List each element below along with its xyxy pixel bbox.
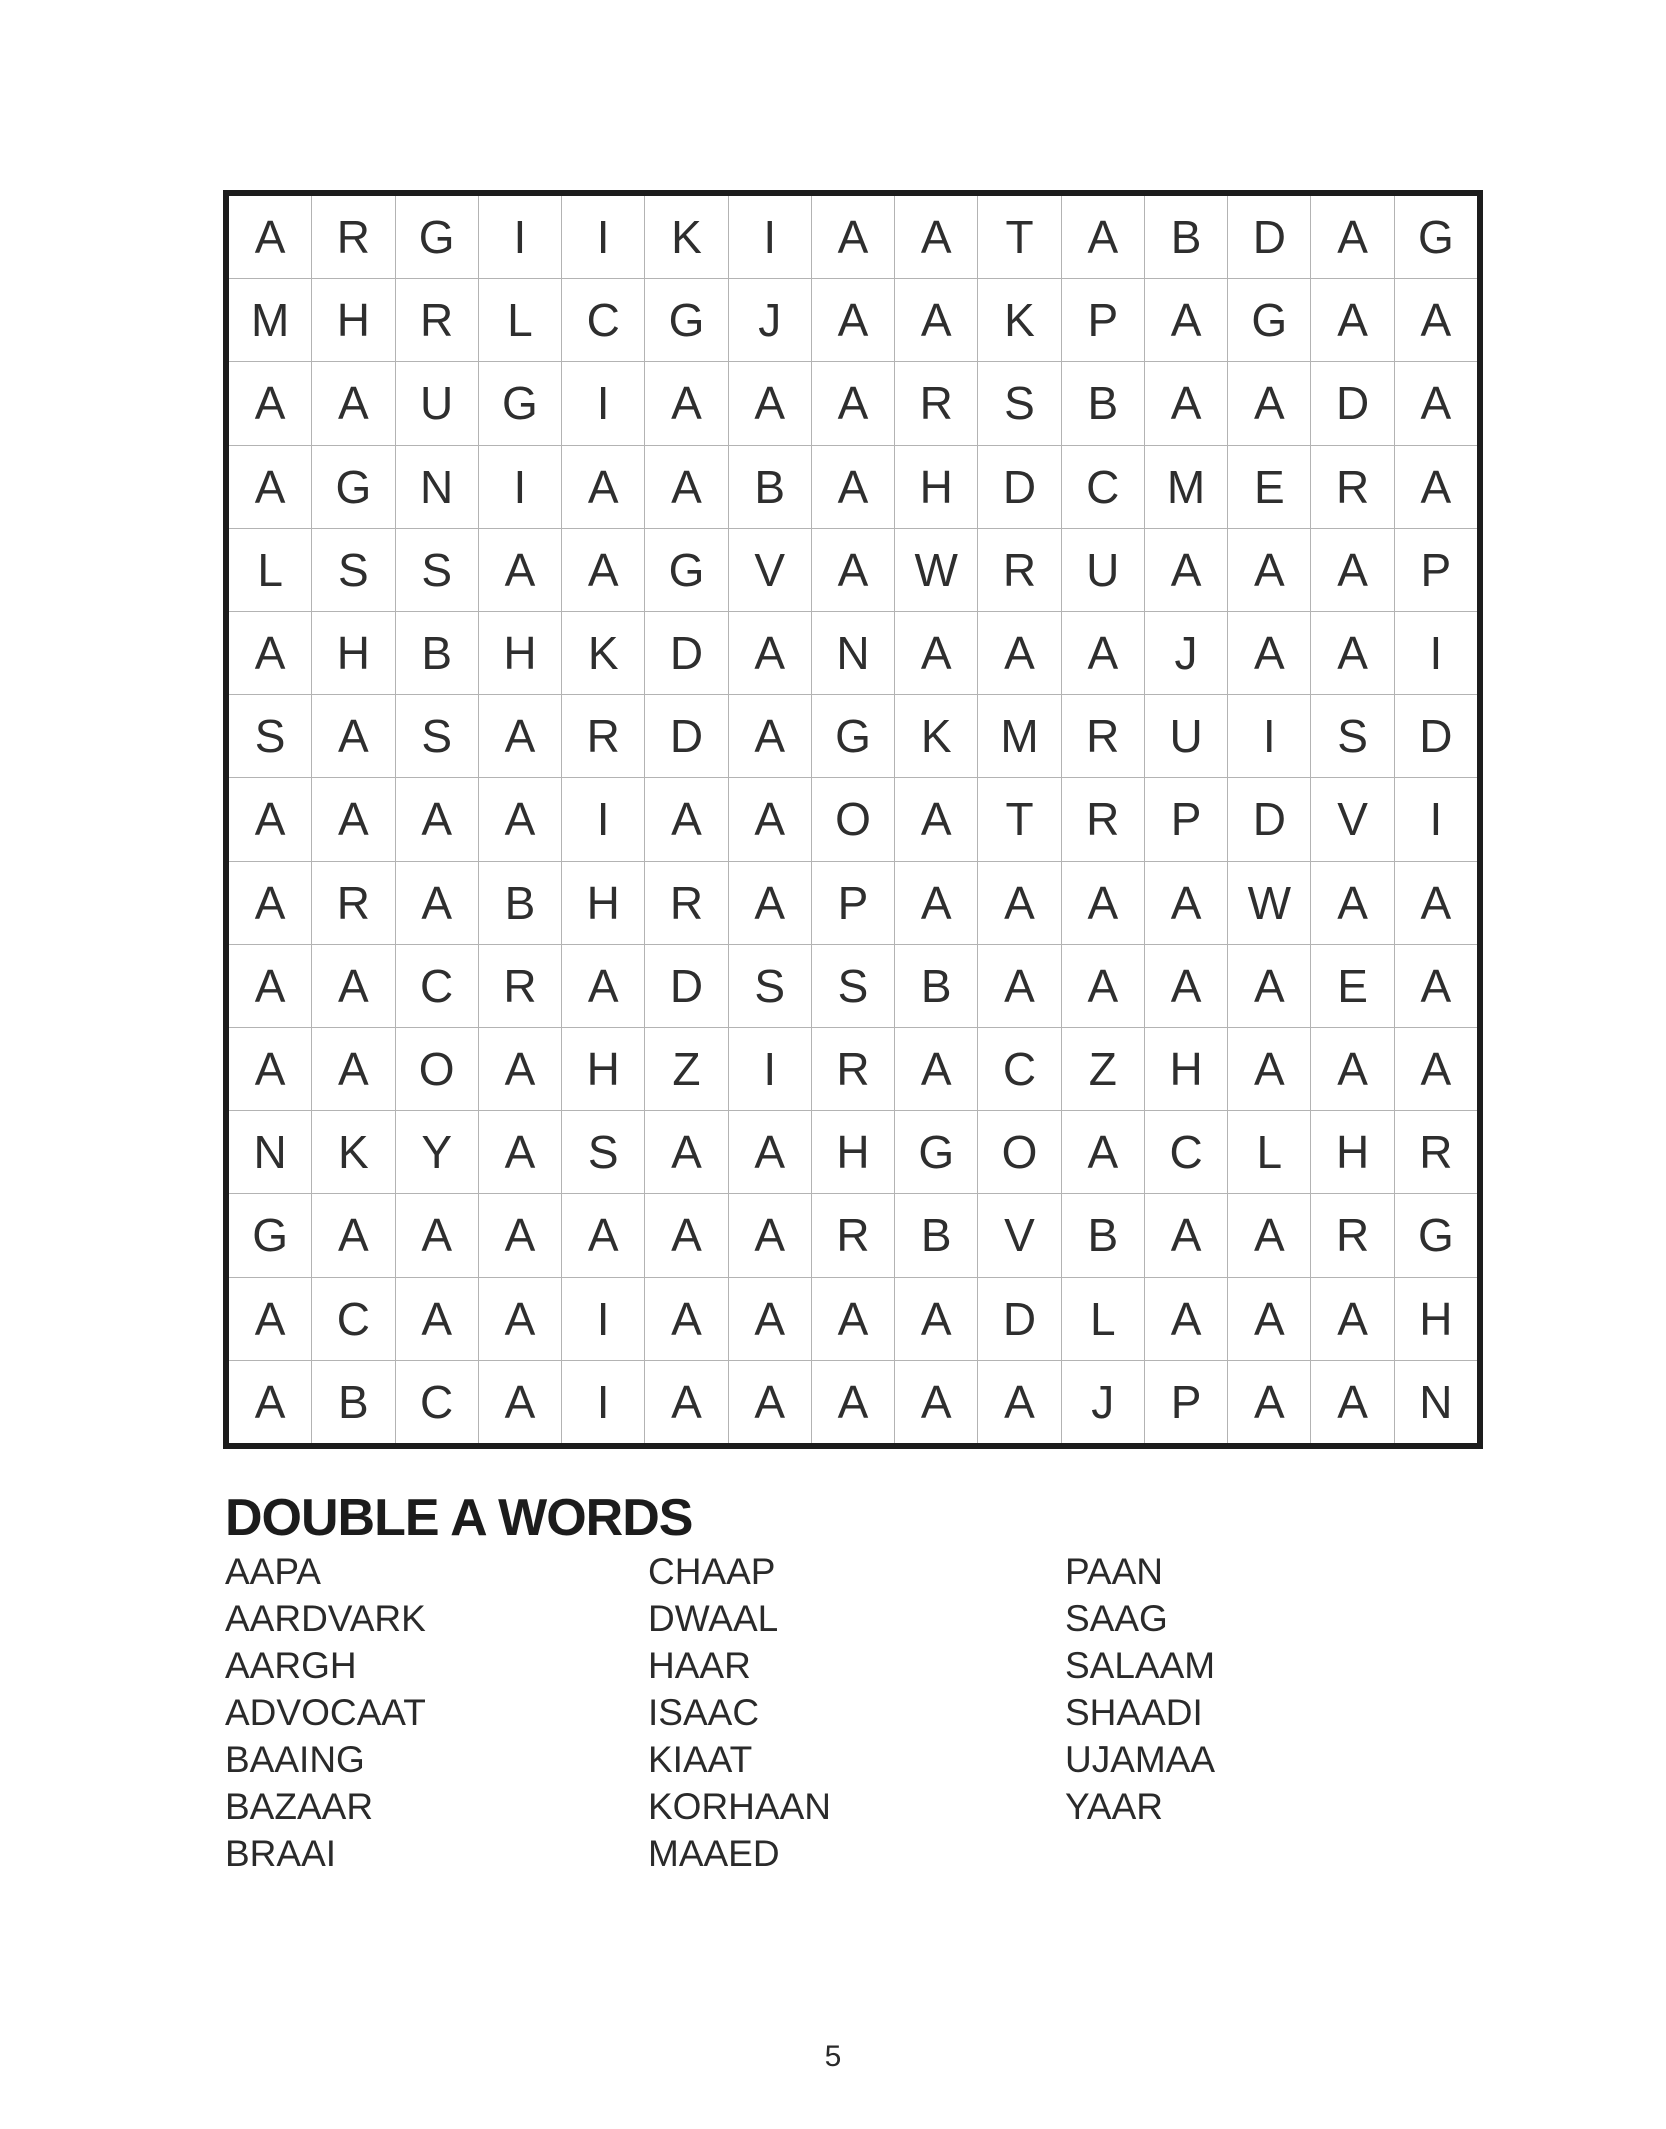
grid-cell-r13-c12: A xyxy=(1145,1194,1227,1276)
grid-cell-r3-c11: B xyxy=(1062,362,1144,444)
grid-cell-r1-c9: A xyxy=(895,196,977,278)
grid-cell-r14-c5: I xyxy=(562,1278,644,1360)
grid-cell-r6-c9: A xyxy=(895,612,977,694)
grid-cell-r5-c14: A xyxy=(1311,529,1393,611)
grid-cell-r7-c5: R xyxy=(562,695,644,777)
grid-cell-r15-c5: I xyxy=(562,1361,644,1443)
grid-cell-r14-c2: C xyxy=(312,1278,394,1360)
grid-cell-r5-c3: S xyxy=(396,529,478,611)
grid-cell-r3-c10: S xyxy=(978,362,1060,444)
grid-cell-r10-c11: A xyxy=(1062,945,1144,1027)
grid-cell-r6-c4: H xyxy=(479,612,561,694)
grid-cell-r4-c6: A xyxy=(645,446,727,528)
grid-cell-r11-c12: H xyxy=(1145,1028,1227,1110)
grid-cell-r15-c13: A xyxy=(1228,1361,1310,1443)
grid-cell-r12-c1: N xyxy=(229,1111,311,1193)
grid-cell-r6-c2: H xyxy=(312,612,394,694)
grid-cell-r3-c8: A xyxy=(812,362,894,444)
grid-cell-r5-c6: G xyxy=(645,529,727,611)
grid-cell-r15-c1: A xyxy=(229,1361,311,1443)
grid-cell-r13-c5: A xyxy=(562,1194,644,1276)
grid-cell-r9-c1: A xyxy=(229,862,311,944)
word-search-grid xyxy=(229,196,1477,1443)
grid-cell-r12-c3: Y xyxy=(396,1111,478,1193)
grid-cell-r2-c12: A xyxy=(1145,279,1227,361)
grid-cell-r7-c4: A xyxy=(479,695,561,777)
word-item: MAAED xyxy=(648,1833,780,1874)
grid-cell-r11-c3: O xyxy=(396,1028,478,1110)
grid-cell-r13-c6: A xyxy=(645,1194,727,1276)
grid-cell-r5-c5: A xyxy=(562,529,644,611)
grid-cell-r10-c13: A xyxy=(1228,945,1310,1027)
grid-cell-r9-c8: P xyxy=(812,862,894,944)
grid-cell-r6-c15: I xyxy=(1395,612,1477,694)
grid-cell-r2-c4: L xyxy=(479,279,561,361)
grid-cell-r7-c15: D xyxy=(1395,695,1477,777)
grid-cell-r13-c1: G xyxy=(229,1194,311,1276)
grid-cell-r10-c2: A xyxy=(312,945,394,1027)
grid-cell-r4-c10: D xyxy=(978,446,1060,528)
grid-cell-r3-c3: U xyxy=(396,362,478,444)
grid-cell-r6-c7: A xyxy=(729,612,811,694)
grid-cell-r14-c13: A xyxy=(1228,1278,1310,1360)
grid-cell-r11-c2: A xyxy=(312,1028,394,1110)
grid-cell-r12-c11: A xyxy=(1062,1111,1144,1193)
grid-cell-r11-c10: C xyxy=(978,1028,1060,1110)
word-item: SHAADI xyxy=(1065,1692,1203,1733)
word-item: BAZAAR xyxy=(225,1786,374,1827)
grid-cell-r5-c4: A xyxy=(479,529,561,611)
grid-cell-r11-c4: A xyxy=(479,1028,561,1110)
grid-cell-r14-c1: A xyxy=(229,1278,311,1360)
grid-cell-r9-c10: A xyxy=(978,862,1060,944)
grid-cell-r12-c14: H xyxy=(1311,1111,1393,1193)
grid-cell-r9-c3: A xyxy=(396,862,478,944)
grid-cell-r7-c12: U xyxy=(1145,695,1227,777)
grid-cell-r13-c2: A xyxy=(312,1194,394,1276)
grid-cell-r15-c3: C xyxy=(396,1361,478,1443)
grid-cell-r1-c5: I xyxy=(562,196,644,278)
word-item: ISAAC xyxy=(648,1692,760,1733)
grid-cell-r5-c9: W xyxy=(895,529,977,611)
grid-cell-r6-c6: D xyxy=(645,612,727,694)
grid-cell-r1-c1: A xyxy=(229,196,311,278)
word-item: BRAAI xyxy=(225,1833,337,1874)
grid-cell-r14-c8: A xyxy=(812,1278,894,1360)
grid-cell-r9-c6: R xyxy=(645,862,727,944)
grid-cell-r15-c7: A xyxy=(729,1361,811,1443)
grid-cell-r15-c9: A xyxy=(895,1361,977,1443)
word-item: KORHAAN xyxy=(648,1786,831,1827)
grid-cell-r5-c13: A xyxy=(1228,529,1310,611)
grid-cell-r13-c9: B xyxy=(895,1194,977,1276)
grid-cell-r3-c1: A xyxy=(229,362,311,444)
grid-cell-r14-c3: A xyxy=(396,1278,478,1360)
grid-cell-r8-c3: A xyxy=(396,778,478,860)
grid-cell-r6-c1: A xyxy=(229,612,311,694)
grid-cell-r5-c1: L xyxy=(229,529,311,611)
grid-cell-r2-c6: G xyxy=(645,279,727,361)
grid-cell-r15-c11: J xyxy=(1062,1361,1144,1443)
word-item: DWAAL xyxy=(648,1598,779,1639)
grid-cell-r6-c5: K xyxy=(562,612,644,694)
grid-cell-r15-c14: A xyxy=(1311,1361,1393,1443)
grid-cell-r9-c15: A xyxy=(1395,862,1477,944)
grid-cell-r1-c11: A xyxy=(1062,196,1144,278)
grid-cell-r12-c13: L xyxy=(1228,1111,1310,1193)
grid-cell-r7-c13: I xyxy=(1228,695,1310,777)
grid-cell-r9-c5: H xyxy=(562,862,644,944)
grid-cell-r10-c1: A xyxy=(229,945,311,1027)
grid-cell-r14-c11: L xyxy=(1062,1278,1144,1360)
word-item: HAAR xyxy=(648,1645,751,1686)
word-list-column-3 xyxy=(1065,1548,1215,1830)
grid-cell-r2-c7: J xyxy=(729,279,811,361)
grid-cell-r11-c13: A xyxy=(1228,1028,1310,1110)
grid-cell-r3-c2: A xyxy=(312,362,394,444)
grid-cell-r3-c9: R xyxy=(895,362,977,444)
grid-cell-r13-c3: A xyxy=(396,1194,478,1276)
grid-cell-r10-c14: E xyxy=(1311,945,1393,1027)
grid-cell-r8-c9: A xyxy=(895,778,977,860)
grid-cell-r15-c4: A xyxy=(479,1361,561,1443)
grid-cell-r5-c15: P xyxy=(1395,529,1477,611)
grid-cell-r10-c10: A xyxy=(978,945,1060,1027)
grid-cell-r15-c6: A xyxy=(645,1361,727,1443)
grid-cell-r8-c2: A xyxy=(312,778,394,860)
grid-cell-r8-c10: T xyxy=(978,778,1060,860)
grid-cell-r3-c7: A xyxy=(729,362,811,444)
grid-cell-r12-c9: G xyxy=(895,1111,977,1193)
grid-cell-r15-c15: N xyxy=(1395,1361,1477,1443)
grid-cell-r4-c15: A xyxy=(1395,446,1477,528)
grid-cell-r8-c8: O xyxy=(812,778,894,860)
grid-cell-r9-c13: W xyxy=(1228,862,1310,944)
grid-cell-r12-c8: H xyxy=(812,1111,894,1193)
grid-cell-r12-c6: A xyxy=(645,1111,727,1193)
grid-cell-r9-c12: A xyxy=(1145,862,1227,944)
grid-cell-r5-c2: S xyxy=(312,529,394,611)
grid-cell-r2-c1: M xyxy=(229,279,311,361)
grid-cell-r8-c13: D xyxy=(1228,778,1310,860)
grid-cell-r14-c4: A xyxy=(479,1278,561,1360)
grid-cell-r3-c13: A xyxy=(1228,362,1310,444)
grid-cell-r1-c14: A xyxy=(1311,196,1393,278)
grid-cell-r11-c7: I xyxy=(729,1028,811,1110)
grid-cell-r7-c1: S xyxy=(229,695,311,777)
word-item: PAAN xyxy=(1065,1551,1164,1592)
grid-cell-r7-c8: G xyxy=(812,695,894,777)
grid-cell-r3-c14: D xyxy=(1311,362,1393,444)
grid-cell-r6-c13: A xyxy=(1228,612,1310,694)
grid-cell-r7-c7: A xyxy=(729,695,811,777)
grid-cell-r15-c10: A xyxy=(978,1361,1060,1443)
grid-cell-r12-c7: A xyxy=(729,1111,811,1193)
grid-cell-r4-c14: R xyxy=(1311,446,1393,528)
grid-cell-r13-c4: A xyxy=(479,1194,561,1276)
grid-cell-r1-c12: B xyxy=(1145,196,1227,278)
grid-cell-r13-c14: R xyxy=(1311,1194,1393,1276)
grid-cell-r4-c7: B xyxy=(729,446,811,528)
grid-cell-r8-c7: A xyxy=(729,778,811,860)
puzzle-title: DOUBLE A WORDS xyxy=(225,1489,693,1547)
grid-cell-r3-c5: I xyxy=(562,362,644,444)
grid-cell-r8-c14: V xyxy=(1311,778,1393,860)
grid-cell-r8-c1: A xyxy=(229,778,311,860)
grid-cell-r15-c12: P xyxy=(1145,1361,1227,1443)
word-item: SAAG xyxy=(1065,1598,1168,1639)
grid-cell-r13-c8: R xyxy=(812,1194,894,1276)
grid-cell-r5-c10: R xyxy=(978,529,1060,611)
grid-cell-r12-c12: C xyxy=(1145,1111,1227,1193)
grid-cell-r7-c9: K xyxy=(895,695,977,777)
grid-cell-r1-c4: I xyxy=(479,196,561,278)
grid-cell-r9-c14: A xyxy=(1311,862,1393,944)
grid-cell-r14-c12: A xyxy=(1145,1278,1227,1360)
grid-cell-r8-c15: I xyxy=(1395,778,1477,860)
grid-cell-r10-c3: C xyxy=(396,945,478,1027)
grid-cell-r11-c14: A xyxy=(1311,1028,1393,1110)
grid-cell-r6-c12: J xyxy=(1145,612,1227,694)
grid-cell-r1-c7: I xyxy=(729,196,811,278)
grid-cell-r14-c9: A xyxy=(895,1278,977,1360)
grid-cell-r8-c12: P xyxy=(1145,778,1227,860)
grid-cell-r7-c11: R xyxy=(1062,695,1144,777)
grid-cell-r7-c3: S xyxy=(396,695,478,777)
grid-cell-r2-c5: C xyxy=(562,279,644,361)
grid-cell-r13-c10: V xyxy=(978,1194,1060,1276)
grid-cell-r12-c4: A xyxy=(479,1111,561,1193)
word-item: BAAING xyxy=(225,1739,365,1780)
grid-cell-r10-c15: A xyxy=(1395,945,1477,1027)
grid-cell-r15-c8: A xyxy=(812,1361,894,1443)
grid-cell-r10-c9: B xyxy=(895,945,977,1027)
grid-cell-r10-c6: D xyxy=(645,945,727,1027)
grid-cell-r1-c2: R xyxy=(312,196,394,278)
grid-cell-r12-c2: K xyxy=(312,1111,394,1193)
grid-cell-r11-c5: H xyxy=(562,1028,644,1110)
grid-cell-r11-c15: A xyxy=(1395,1028,1477,1110)
grid-cell-r8-c5: I xyxy=(562,778,644,860)
grid-cell-r4-c4: I xyxy=(479,446,561,528)
word-list-column-1 xyxy=(225,1548,426,1877)
grid-cell-r5-c8: A xyxy=(812,529,894,611)
grid-cell-r2-c13: G xyxy=(1228,279,1310,361)
grid-cell-r3-c12: A xyxy=(1145,362,1227,444)
grid-cell-r5-c11: U xyxy=(1062,529,1144,611)
grid-cell-r2-c3: R xyxy=(396,279,478,361)
word-list-column-2 xyxy=(648,1548,831,1877)
grid-cell-r11-c8: R xyxy=(812,1028,894,1110)
grid-cell-r5-c7: V xyxy=(729,529,811,611)
grid-cell-r9-c11: A xyxy=(1062,862,1144,944)
grid-cell-r4-c11: C xyxy=(1062,446,1144,528)
grid-cell-r10-c7: S xyxy=(729,945,811,1027)
grid-cell-r14-c15: H xyxy=(1395,1278,1477,1360)
grid-cell-r3-c6: A xyxy=(645,362,727,444)
grid-cell-r1-c15: G xyxy=(1395,196,1477,278)
grid-cell-r7-c14: S xyxy=(1311,695,1393,777)
grid-cell-r4-c8: A xyxy=(812,446,894,528)
grid-cell-r2-c8: A xyxy=(812,279,894,361)
grid-cell-r10-c8: S xyxy=(812,945,894,1027)
word-item: AARDVARK xyxy=(225,1598,426,1639)
grid-cell-r13-c11: B xyxy=(1062,1194,1144,1276)
word-search-grid-frame xyxy=(223,190,1483,1449)
grid-cell-r14-c14: A xyxy=(1311,1278,1393,1360)
grid-cell-r4-c12: M xyxy=(1145,446,1227,528)
grid-cell-r12-c10: O xyxy=(978,1111,1060,1193)
grid-cell-r4-c2: G xyxy=(312,446,394,528)
grid-cell-r9-c2: R xyxy=(312,862,394,944)
grid-cell-r8-c11: R xyxy=(1062,778,1144,860)
grid-cell-r7-c6: D xyxy=(645,695,727,777)
grid-cell-r1-c3: G xyxy=(396,196,478,278)
grid-cell-r1-c8: A xyxy=(812,196,894,278)
word-item: SALAAM xyxy=(1065,1645,1216,1686)
page-number: 5 xyxy=(824,2040,842,2073)
grid-cell-r6-c14: A xyxy=(1311,612,1393,694)
grid-cell-r13-c13: A xyxy=(1228,1194,1310,1276)
grid-cell-r14-c6: A xyxy=(645,1278,727,1360)
grid-cell-r10-c4: R xyxy=(479,945,561,1027)
grid-cell-r2-c2: H xyxy=(312,279,394,361)
grid-cell-r12-c15: R xyxy=(1395,1111,1477,1193)
grid-cell-r8-c6: A xyxy=(645,778,727,860)
grid-cell-r10-c5: A xyxy=(562,945,644,1027)
grid-cell-r7-c10: M xyxy=(978,695,1060,777)
grid-cell-r1-c10: T xyxy=(978,196,1060,278)
grid-cell-r9-c9: A xyxy=(895,862,977,944)
grid-cell-r10-c12: A xyxy=(1145,945,1227,1027)
grid-cell-r2-c10: K xyxy=(978,279,1060,361)
grid-cell-r11-c9: A xyxy=(895,1028,977,1110)
word-item: UJAMAA xyxy=(1065,1739,1216,1780)
word-item: ADVOCAAT xyxy=(225,1692,426,1733)
grid-cell-r15-c2: B xyxy=(312,1361,394,1443)
grid-cell-r6-c11: A xyxy=(1062,612,1144,694)
word-item: KIAAT xyxy=(648,1739,753,1780)
word-item: AAPA xyxy=(225,1551,321,1592)
grid-cell-r12-c5: S xyxy=(562,1111,644,1193)
grid-cell-r4-c1: A xyxy=(229,446,311,528)
grid-cell-r11-c11: Z xyxy=(1062,1028,1144,1110)
grid-cell-r11-c6: Z xyxy=(645,1028,727,1110)
grid-cell-r3-c15: A xyxy=(1395,362,1477,444)
grid-cell-r2-c15: A xyxy=(1395,279,1477,361)
grid-cell-r6-c8: N xyxy=(812,612,894,694)
grid-cell-r8-c4: A xyxy=(479,778,561,860)
grid-cell-r1-c6: K xyxy=(645,196,727,278)
grid-cell-r2-c14: A xyxy=(1311,279,1393,361)
grid-cell-r4-c13: E xyxy=(1228,446,1310,528)
grid-cell-r13-c15: G xyxy=(1395,1194,1477,1276)
grid-cell-r1-c13: D xyxy=(1228,196,1310,278)
grid-cell-r3-c4: G xyxy=(479,362,561,444)
grid-cell-r2-c9: A xyxy=(895,279,977,361)
grid-cell-r14-c10: D xyxy=(978,1278,1060,1360)
grid-cell-r4-c5: A xyxy=(562,446,644,528)
grid-cell-r6-c3: B xyxy=(396,612,478,694)
grid-cell-r6-c10: A xyxy=(978,612,1060,694)
word-item: CHAAP xyxy=(648,1551,776,1592)
word-item: YAAR xyxy=(1065,1786,1164,1827)
grid-cell-r4-c9: H xyxy=(895,446,977,528)
grid-cell-r5-c12: A xyxy=(1145,529,1227,611)
grid-cell-r4-c3: N xyxy=(396,446,478,528)
grid-cell-r7-c2: A xyxy=(312,695,394,777)
grid-cell-r9-c7: A xyxy=(729,862,811,944)
grid-cell-r13-c7: A xyxy=(729,1194,811,1276)
grid-cell-r11-c1: A xyxy=(229,1028,311,1110)
grid-cell-r14-c7: A xyxy=(729,1278,811,1360)
grid-cell-r9-c4: B xyxy=(479,862,561,944)
grid-cell-r2-c11: P xyxy=(1062,279,1144,361)
word-item: AARGH xyxy=(225,1645,357,1686)
